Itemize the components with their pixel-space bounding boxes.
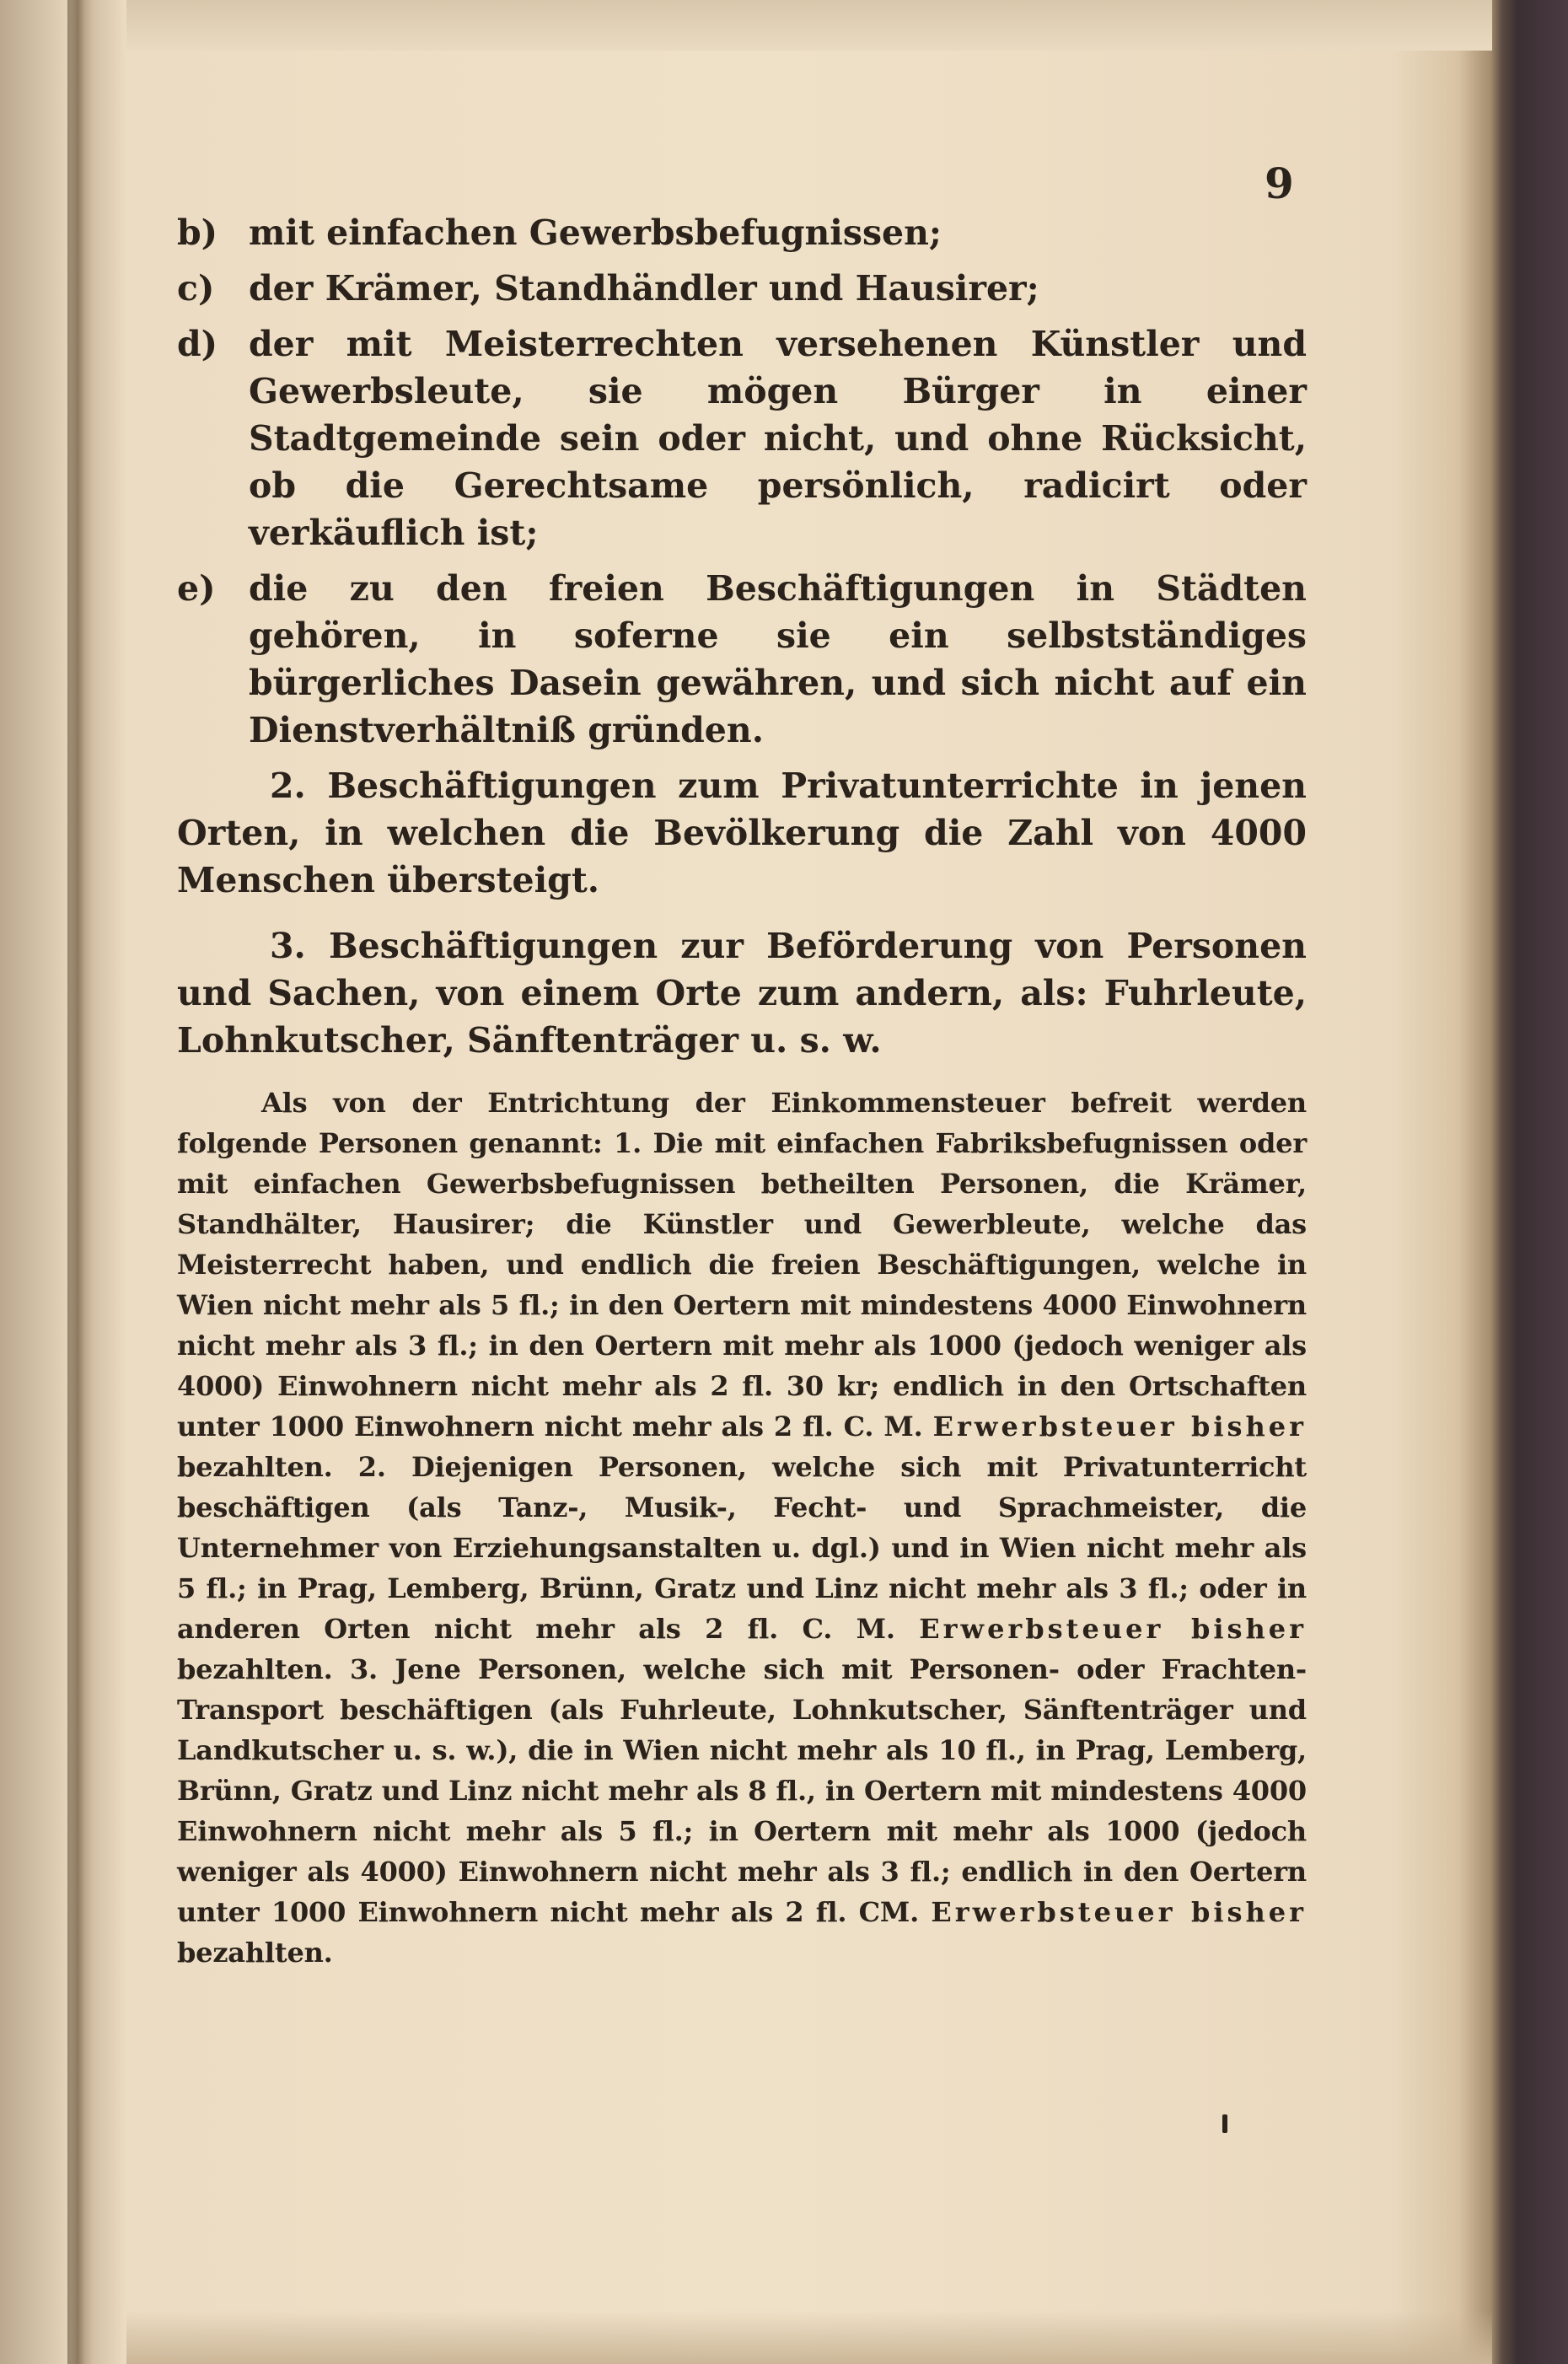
page-bottom-edge	[126, 2310, 1492, 2364]
paragraph-privatunterricht: 2. Beschäftigungen zum Privatunterrichte in jenen Orten, in welchen die Bevölkerung die Zahl von 4000 Menschen übersteigt.	[177, 766, 1307, 900]
list-item-label: e)	[177, 568, 216, 609]
list-item-label: d)	[177, 324, 218, 364]
list-item-text: der mit Meisterrechten versehenen Künstler und Gewerbsleute, sie mögen Bürger in einer Stadtgemeinde sein oder nicht, und ohne Rücksicht, ob die Gerechtsame persönlich, radicirt oder verkäuflich ist;	[249, 324, 1307, 553]
list-item-c	[177, 265, 1307, 312]
list-item-text: mit einfachen Gewerbsbefugnissen;	[249, 212, 942, 253]
list-item-label: b)	[177, 212, 218, 253]
list-item-b	[177, 209, 1307, 256]
spaced-emphasis: Erwerbsteuer bisher	[932, 1410, 1308, 1443]
spaced-emphasis: Erwerbsteuer bisher	[919, 1613, 1307, 1645]
spaced-emphasis: Erwerbsteuer bisher	[931, 1896, 1307, 1928]
footnote-text-part: bezahlten. 2. Diejenigen Personen, welche sich mit Privatunterricht beschäftigen (als Tanz-, Musik-, Fecht- und Sprachmeister, die Unternehmer von Erziehungsanstalten u. dgl.) und in Wien nicht mehr als 5 fl.; in Prag, Lemberg, Brünn, Gratz und Linz nicht mehr als 3 fl.; oder in anderen Orten nicht mehr als 2 fl. C. M.	[177, 1451, 1307, 1645]
page-number: 9	[1265, 158, 1294, 208]
footnote-exemptions	[177, 1083, 1307, 1973]
page-body	[177, 209, 1307, 2000]
footnote-text-part: Als von der Entrichtung der Einkommensteuer befreit werden folgende Personen genannt: 1. Die mit einfachen Fabriksbefugnissen oder mit einfachen Gewerbsbefugnissen betheilten Personen, die Krämer, Standhälter, Hausirer; die Künstler und Gewerbleute, welche das Meisterrecht haben, und endlich die freien Beschäftigungen, welche in Wien nicht mehr als 5 fl.; in den Oertern mit mindestens 4000 Einwohnern nicht mehr als 3 fl.; in den Oertern mit mehr als 1000 (jedoch weniger als 4000) Einwohnern nicht mehr als 2 fl. 30 kr; endlich in den Ortschaften unter 1000 Einwohnern nicht mehr als 2 fl. C. M.	[177, 1087, 1307, 1443]
paragraph-befoerderung: 3. Beschäftigungen zur Beförderung von Personen und Sachen, von einem Orte zum andern, als: Fuhrleute, Lohnkutscher, Sänftenträger u. s. w.	[177, 926, 1307, 1061]
footnote-text-part: bezahlten.	[177, 1937, 333, 1969]
page-top-edge	[126, 0, 1492, 51]
list-item-text: der Krämer, Standhändler und Hausirer;	[249, 268, 1039, 309]
facing-page-edge	[0, 0, 67, 2364]
footnote-text-part: bezahlten. 3. Jene Personen, welche sich mit Personen- oder Frachten-Transport beschäftigen (als Fuhrleute, Lohnkutscher, Sänftenträger und Landkutscher u. s. w.), die in Wien nicht mehr als 10 fl., in Prag, Lemberg, Brünn, Gratz und Linz nicht mehr als 8 fl., in Oertern mit mindestens 4000 Einwohnern nicht mehr als 5 fl.; in Oertern mit mehr als 1000 (jedoch weniger als 4000) Einwohnern nicht mehr als 3 fl.; endlich in den Oertern unter 1000 Einwohnern nicht mehr als 2 fl. CM.	[177, 1653, 1307, 1928]
list-item-text: die zu den freien Beschäftigungen in Städten gehören, in soferne sie ein selbstständiges bürgerliches Dasein gewähren, und sich nicht auf ein Dienstverhältniß gründen.	[249, 568, 1307, 750]
ink-blot-mark	[1222, 2114, 1227, 2133]
list-item-d	[177, 320, 1307, 556]
list-item-e	[177, 565, 1307, 754]
gutter-shadow	[67, 0, 93, 2364]
list-item-label: c)	[177, 268, 215, 309]
